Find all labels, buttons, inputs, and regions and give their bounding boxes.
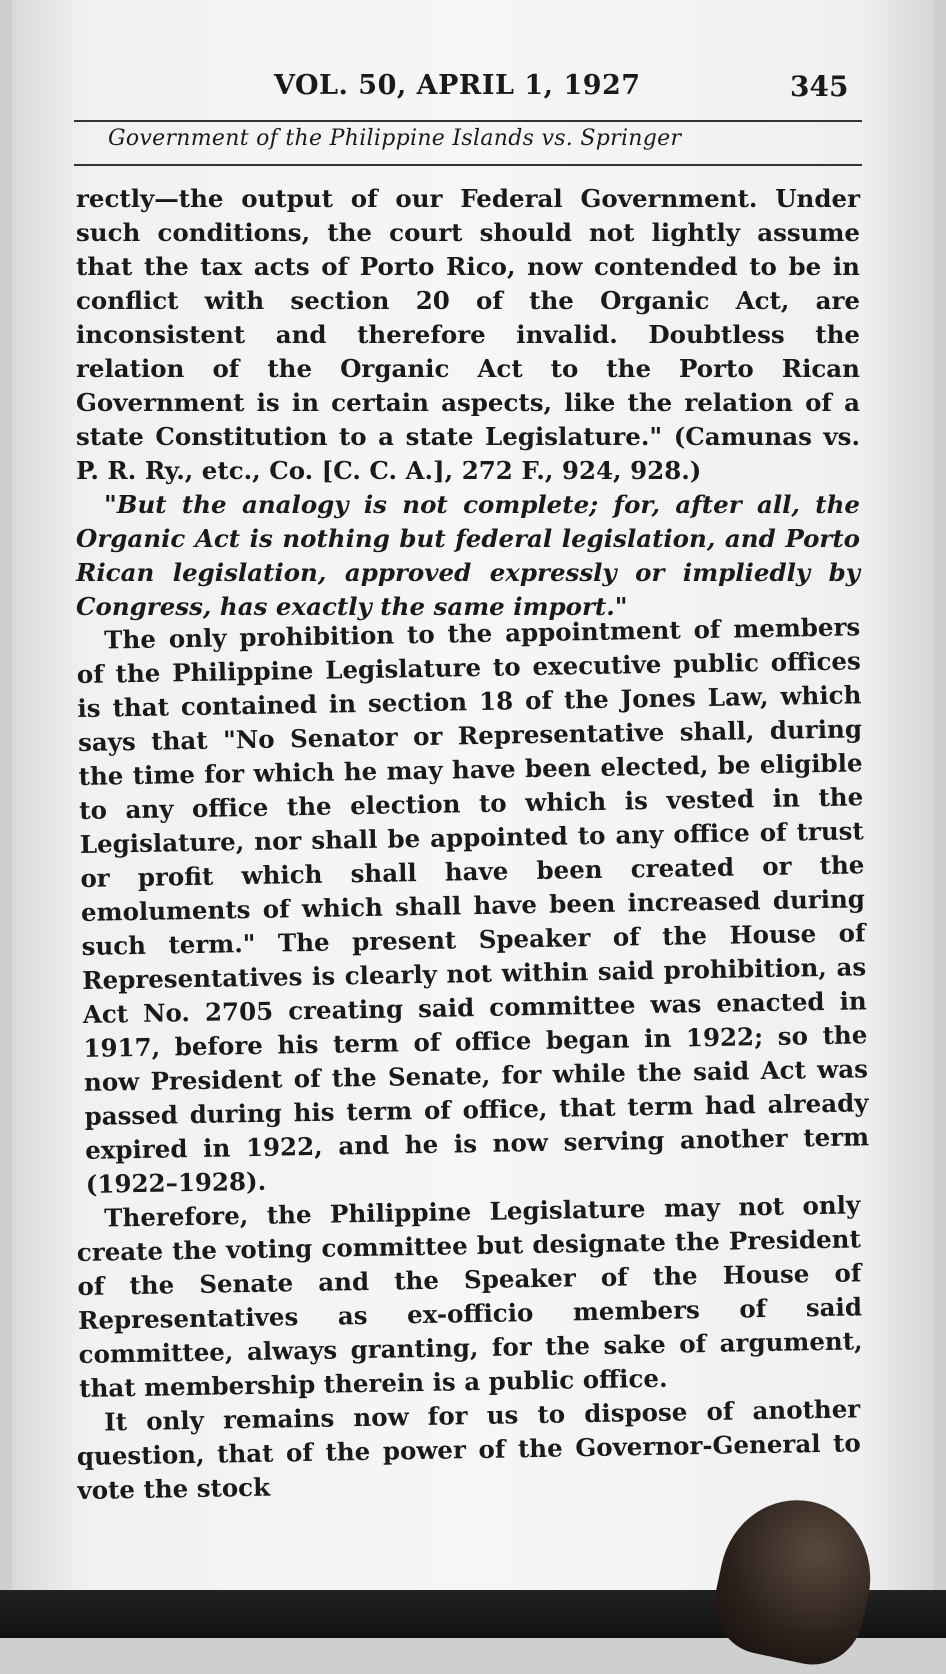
header-rule-top [74, 120, 862, 122]
case-title: Government of the Philippine Islands vs. Springer [108, 126, 682, 151]
book-page [12, 0, 934, 1600]
page-header [12, 70, 934, 110]
paragraph-2-quote: "But the analogy is not complete; for, after all, the Organic Act is nothing but federal legislation, and Porto Rican legislation, approved expressly or impliedly by Congress, has exactly the same import." [76, 490, 860, 621]
paragraph-4: Therefore, the Philippine Legislature may not only create the voting committee but designate the President of the Senate and the Speaker of the House of Representatives as ex-officio members of said committee, always granting, for the sake of argument, that membership therein is a public office. [76, 1190, 863, 1403]
page-number: 345 [790, 70, 849, 103]
paragraph-5: It only remains now for us to dispose of another question, that of the power of the Governor-General to vote the stock [76, 1394, 862, 1505]
running-head: VOL. 50, APRIL 1, 1927 [274, 70, 641, 101]
header-rule-bottom [74, 164, 862, 166]
body-text [76, 182, 870, 1508]
paragraph-3: The only prohibition to the appointment of members of the Philippine Legislature to executive public offices is that contained in section 18 of the Jones Law, which says that "No Senator or Representative shall, during the time for which he may have been elected, be eligible to any office the election to which is vested in the Legislature, nor shall be appointed to any office of trust or profit which shall have been created or the emoluments of which shall have been increased during such term." The present Speaker of the House of Representatives is clearly not within said prohibition, as Act No. 2705 creating said committee was enacted in 1917, before his term of office began in 1922; so the now President of the Senate, for while the said Act was passed during his term of office, that term had already expired in 1922, and he is now serving another term (1922–1928). [76, 612, 870, 1199]
paragraph-1: rectly—the output of our Federal Government. Under such conditions, the court should not lightly assume that the tax acts of Porto Rico, now contended to be in conflict with section 20 of the Organic Act, are inconsistent and therefore invalid. Doubtless the relation of the Organic Act to the Porto Rican Government is in certain aspects, like the relation of a state Constitution to a state Legislature." (Camunas vs. P. R. Ry., etc., Co. [C. C. A.], 272 F., 924, 928.) [76, 184, 860, 485]
